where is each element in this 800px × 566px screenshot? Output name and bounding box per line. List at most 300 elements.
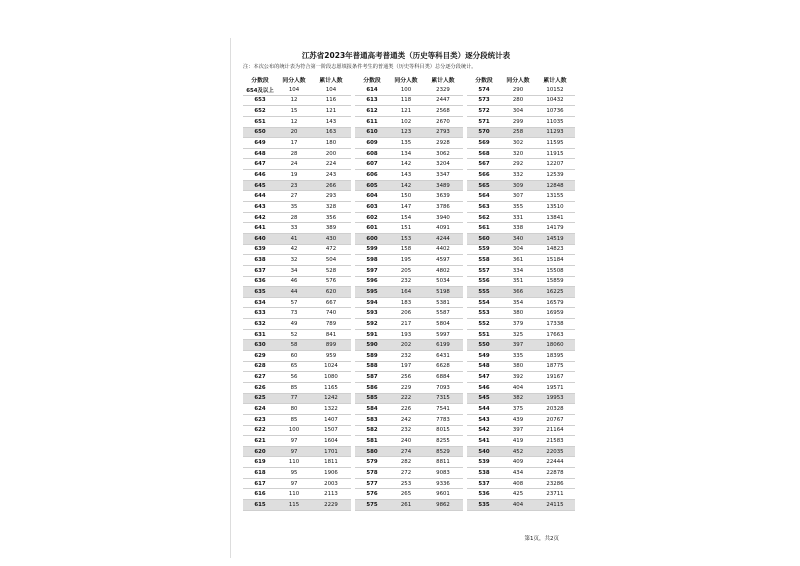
cumulative-cell: 18775 [546,363,564,370]
cumulative-cell: 4402 [436,246,450,253]
cumulative-cell: 19571 [546,384,564,391]
table-row [243,394,351,405]
count-cell: 366 [512,288,524,295]
count-cell: 206 [400,310,412,317]
cumulative-cell: 620 [325,288,337,295]
table-row [467,138,575,149]
score-cell: 552 [478,320,490,327]
cumulative-cell: 5198 [436,288,450,295]
cumulative-cell: 2329 [436,86,450,93]
cumulative-cell: 20328 [546,406,564,413]
count-cell: 361 [512,257,524,264]
cumulative-cell: 4244 [436,235,450,242]
table-row [243,255,351,266]
table-row [243,489,351,500]
cumulative-cell: 18060 [546,342,564,349]
table-row [467,479,575,490]
table-row [467,362,575,373]
table-row [355,85,463,96]
score-cell: 643 [254,203,266,210]
cumulative-cell: 4597 [436,257,450,264]
cumulative-cell: 5587 [436,310,450,317]
score-cell: 585 [366,395,378,402]
count-cell: 274 [400,448,412,455]
score-cell: 622 [254,427,266,434]
table-row [355,351,463,362]
count-cell: 258 [512,129,524,136]
score-cell: 582 [366,427,378,434]
table-row [243,96,351,107]
count-cell: 380 [512,310,524,317]
score-cell: 577 [366,480,378,487]
count-cell: 304 [512,246,524,253]
count-cell: 60 [290,352,298,359]
table-row [243,223,351,234]
cumulative-cell: 3347 [436,171,450,178]
score-cell: 619 [254,459,266,466]
cumulative-cell: 10432 [546,97,564,104]
score-cell: 598 [366,257,378,264]
score-cell: 602 [366,214,378,221]
count-cell: 135 [400,140,412,147]
table-row [243,351,351,362]
score-cell: 607 [366,161,378,168]
cumulative-cell: 6628 [436,363,450,370]
score-cell: 564 [478,193,490,200]
score-cell: 576 [366,491,378,498]
count-cell: 325 [512,331,524,338]
count-cell: 27 [290,193,298,200]
table-row [467,319,575,330]
count-cell: 320 [512,150,524,157]
table-row [243,372,351,383]
table-row [243,340,351,351]
table-row [355,298,463,309]
table-row [243,426,351,437]
count-cell: 150 [400,193,412,200]
table-row [355,479,463,490]
table-row [243,202,351,213]
count-cell: 104 [288,86,300,93]
count-cell: 332 [512,171,524,178]
score-cell: 540 [478,448,490,455]
count-cell: 142 [400,161,412,168]
table-row [355,362,463,373]
count-cell: 397 [512,427,524,434]
score-cell: 554 [478,299,490,306]
cumulative-cell: 1242 [324,395,338,402]
score-cell: 584 [366,406,378,413]
score-cell: 559 [478,246,490,253]
cumulative-cell: 7783 [436,416,450,423]
table-row [355,245,463,256]
count-cell: 49 [290,320,298,327]
table-row [355,255,463,266]
count-cell: 261 [400,501,412,508]
score-cell: 604 [366,193,378,200]
count-cell: 217 [400,320,412,327]
table-row [243,277,351,288]
count-cell: 452 [512,448,524,455]
cumulative-cell: 8811 [436,459,450,466]
count-cell: 253 [400,480,412,487]
table-row [467,457,575,468]
table-row [355,223,463,234]
score-cell: 569 [478,140,490,147]
cumulative-cell: 3489 [436,182,450,189]
table-row [243,468,351,479]
table-note: 注：本次公布的统计表为符合第一阶段志愿填报条件考生的普通类（历史等科目类）总分逐分段统计。 [243,64,477,70]
table-row [467,298,575,309]
cumulative-cell: 6431 [436,352,450,359]
score-cell: 646 [254,171,266,178]
table-row [467,202,575,213]
header-cell: 分数段 [251,78,269,84]
table-row [243,383,351,394]
cumulative-cell: 2793 [436,129,450,136]
cumulative-cell: 5804 [436,320,450,327]
table-row [355,319,463,330]
cumulative-cell: 180 [325,140,337,147]
cumulative-cell: 19167 [546,374,564,381]
count-cell: 97 [290,437,298,444]
cumulative-cell: 14519 [546,235,564,242]
cumulative-cell: 4802 [436,267,450,274]
cumulative-cell: 18395 [546,352,564,359]
cumulative-cell: 3639 [436,193,450,200]
count-cell: 57 [290,299,298,306]
table-row [355,330,463,341]
cumulative-cell: 667 [325,299,337,306]
count-cell: 202 [400,342,412,349]
document-page [230,38,581,558]
cumulative-cell: 3062 [436,150,450,157]
cumulative-cell: 14823 [546,246,564,253]
table-row [243,479,351,490]
count-cell: 242 [400,416,412,423]
count-cell: 58 [290,342,298,349]
table-row [355,191,463,202]
score-cell: 605 [366,182,378,189]
score-cell: 560 [478,235,490,242]
page-number: 第1页，共2页 [524,536,559,542]
count-cell: 375 [512,406,524,413]
score-cell: 579 [366,459,378,466]
count-cell: 309 [512,182,524,189]
table-row [467,468,575,479]
table-row [243,266,351,277]
table-row [355,287,463,298]
score-cell: 633 [254,310,266,317]
table-row [355,340,463,351]
count-cell: 379 [512,320,524,327]
table-row [243,117,351,128]
count-cell: 17 [290,140,298,147]
count-cell: 100 [400,86,412,93]
cumulative-cell: 1322 [324,406,338,413]
table-row [243,138,351,149]
score-cell: 596 [366,278,378,285]
table-row [355,117,463,128]
cumulative-cell: 17663 [546,331,564,338]
table-row [355,383,463,394]
score-cell: 650 [254,129,266,136]
score-cell: 536 [478,491,490,498]
count-cell: 123 [400,129,412,136]
cumulative-cell: 11293 [546,129,564,136]
cumulative-cell: 3786 [436,203,450,210]
cumulative-cell: 22444 [546,459,564,466]
cumulative-cell: 15508 [546,267,564,274]
count-cell: 15 [290,108,298,115]
table-row [243,404,351,415]
cumulative-cell: 1024 [324,363,338,370]
count-cell: 19 [290,171,298,178]
table-row [355,457,463,468]
table-row [355,447,463,458]
table-row [243,85,351,96]
table-row [467,266,575,277]
score-cell: 641 [254,225,266,232]
cumulative-cell: 23286 [546,480,564,487]
score-cell: 618 [254,469,266,476]
cumulative-cell: 293 [325,193,337,200]
cumulative-cell: 6884 [436,374,450,381]
count-cell: 80 [290,406,298,413]
table-row [467,436,575,447]
score-cell: 565 [478,182,490,189]
count-cell: 232 [400,278,412,285]
count-cell: 232 [400,352,412,359]
table-row [243,457,351,468]
cumulative-cell: 10736 [546,108,564,115]
cumulative-cell: 8015 [436,427,450,434]
cumulative-cell: 959 [325,352,337,359]
count-cell: 56 [290,374,298,381]
count-cell: 153 [400,235,412,242]
table-row [355,234,463,245]
count-cell: 307 [512,193,524,200]
score-cell: 626 [254,384,266,391]
score-table-column-3 [467,74,575,511]
table-row [243,436,351,447]
cumulative-cell: 1407 [324,416,338,423]
table-row [467,447,575,458]
cumulative-cell: 2229 [324,501,338,508]
score-cell: 636 [254,278,266,285]
table-row [243,106,351,117]
count-cell: 97 [290,448,298,455]
score-cell: 572 [478,108,490,115]
cumulative-cell: 8255 [436,437,450,444]
count-cell: 20 [290,129,298,136]
score-cell: 551 [478,331,490,338]
score-cell: 547 [478,374,490,381]
table-header [355,74,463,85]
count-cell: 331 [512,214,524,221]
cumulative-cell: 3940 [436,214,450,221]
header-cell: 分数段 [475,78,493,84]
score-cell: 573 [478,97,490,104]
table-row [355,500,463,511]
table-row [355,468,463,479]
table-row [243,308,351,319]
count-cell: 304 [512,108,524,115]
count-cell: 183 [400,299,412,306]
score-cell: 599 [366,246,378,253]
count-cell: 115 [288,501,300,508]
score-cell: 615 [254,501,266,508]
score-table-column-1 [243,74,351,511]
score-cell: 608 [366,150,378,157]
count-cell: 292 [512,161,524,168]
cumulative-cell: 841 [325,331,337,338]
count-cell: 335 [512,352,524,359]
score-cell: 562 [478,214,490,221]
count-cell: 65 [290,363,298,370]
count-cell: 95 [290,469,298,476]
count-cell: 24 [290,161,298,168]
count-cell: 118 [400,97,412,104]
score-cell: 610 [366,129,378,136]
score-cell: 595 [366,288,378,295]
count-cell: 299 [512,118,524,125]
table-row [467,277,575,288]
score-cell: 575 [366,501,378,508]
cumulative-cell: 328 [325,203,337,210]
page-title: 江苏省2023年普通高考普通类（历史等科目类）逐分段统计表 [301,51,511,60]
count-cell: 134 [400,150,412,157]
score-cell: 642 [254,214,266,221]
cumulative-cell: 8529 [436,448,450,455]
table-row [243,245,351,256]
table-row [467,255,575,266]
table-row [355,96,463,107]
score-cell: 629 [254,352,266,359]
cumulative-cell: 14179 [546,225,564,232]
score-cell: 546 [478,384,490,391]
cumulative-cell: 389 [325,225,337,232]
score-cell: 586 [366,384,378,391]
score-cell: 550 [478,342,490,349]
score-cell: 542 [478,427,490,434]
score-cell: 637 [254,267,266,274]
score-cell: 537 [478,480,490,487]
cumulative-cell: 9601 [436,491,450,498]
score-cell: 649 [254,140,266,147]
score-cell: 571 [478,118,490,125]
count-cell: 195 [400,257,412,264]
score-cell: 634 [254,299,266,306]
score-table-column-2 [355,74,463,511]
cumulative-cell: 2447 [436,97,450,104]
cumulative-cell: 5381 [436,299,450,306]
cumulative-cell: 472 [325,246,337,253]
score-cell: 628 [254,363,266,370]
cumulative-cell: 9083 [436,469,450,476]
cumulative-cell: 11915 [546,150,564,157]
count-cell: 226 [400,406,412,413]
score-cell: 613 [366,97,378,104]
score-cell: 561 [478,225,490,232]
cumulative-cell: 2670 [436,118,450,125]
cumulative-cell: 23711 [546,491,564,498]
table-row [355,202,463,213]
table-row [355,426,463,437]
count-cell: 142 [400,182,412,189]
count-cell: 256 [400,374,412,381]
cumulative-cell: 7093 [436,384,450,391]
cumulative-cell: 1507 [324,427,338,434]
count-cell: 382 [512,395,524,402]
table-row [355,415,463,426]
score-cell: 543 [478,416,490,423]
cumulative-cell: 104 [325,86,337,93]
table-row [243,330,351,341]
score-cell: 591 [366,331,378,338]
count-cell: 44 [290,288,298,295]
cumulative-cell: 17338 [546,320,564,327]
table-row [467,340,575,351]
cumulative-cell: 9862 [436,501,450,508]
count-cell: 52 [290,331,298,338]
table-row [355,213,463,224]
count-cell: 147 [400,203,412,210]
cumulative-cell: 1604 [324,437,338,444]
cumulative-cell: 13155 [546,193,564,200]
count-cell: 41 [290,235,298,242]
count-cell: 280 [512,97,524,104]
cumulative-cell: 430 [325,235,337,242]
score-cell: 549 [478,352,490,359]
header-cell: 同分人数 [394,78,418,84]
table-row [243,191,351,202]
table-row [467,287,575,298]
cumulative-cell: 15859 [546,278,564,285]
score-cell: 578 [366,469,378,476]
count-cell: 197 [400,363,412,370]
cumulative-cell: 12848 [546,182,564,189]
table-row [467,149,575,160]
score-cell: 621 [254,437,266,444]
table-row [355,436,463,447]
cumulative-cell: 1165 [324,384,338,391]
table-row [355,106,463,117]
cumulative-cell: 13510 [546,203,564,210]
table-row [243,234,351,245]
cumulative-cell: 266 [325,182,337,189]
count-cell: 232 [400,427,412,434]
cumulative-cell: 13841 [546,214,564,221]
score-cell: 647 [254,161,266,168]
cumulative-cell: 24115 [546,501,564,508]
header-cell: 累计人数 [543,78,567,84]
cumulative-cell: 243 [325,171,337,178]
cumulative-cell: 224 [325,161,337,168]
count-cell: 205 [400,267,412,274]
score-cell: 635 [254,288,266,295]
count-cell: 340 [512,235,524,242]
table-row [355,394,463,405]
count-cell: 222 [400,395,412,402]
count-cell: 397 [512,342,524,349]
cumulative-cell: 11595 [546,140,564,147]
score-cell: 535 [478,501,490,508]
score-cell: 556 [478,278,490,285]
count-cell: 12 [290,118,298,125]
score-cell: 652 [254,108,266,115]
score-cell: 631 [254,331,266,338]
